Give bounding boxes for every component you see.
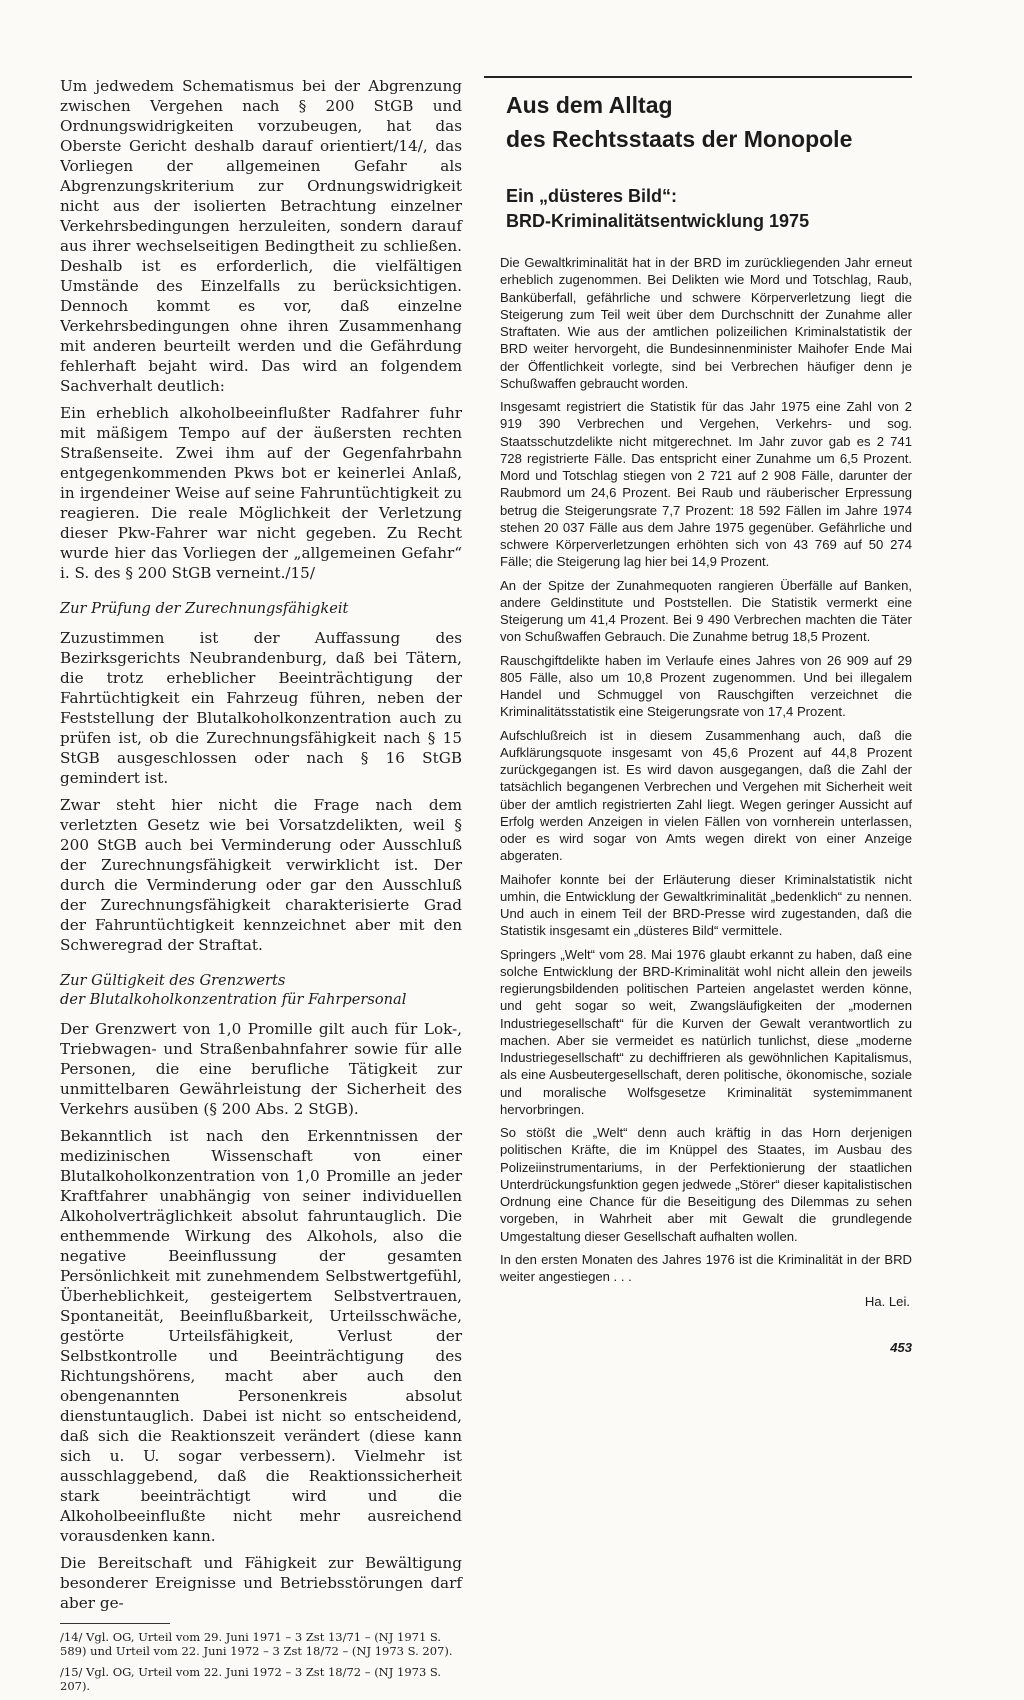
- right-column: [484, 76, 912, 1311]
- body-paragraph: Um jedwedem Schematismus bei der Abgrenzung zwischen Vergehen nach § 200 StGB und Ordnungswidrigkeiten vorzubeugen, hat das Oberste Gericht deshalb darauf orientiert/14/, das Vorliegen der allgemeinen Gefahr als Abgrenzungskriterium zur Ordnungswidrigkeit nicht aus der isolierten Betrachtung einzelner Verkehrsbedingungen herzuleiten, sondern darauf aus ihrer wechselseitigen Bedingtheit zu schließen. Deshalb ist es erforderlich, die vielfältigen Umstände des Einzelfalls zu berücksichtigen. Dennoch kommt es vor, daß einzelne Verkehrsbedingungen ohne ihren Zusammenhang mit anderen beurteilt werden und die Gefährdung fehlerhaft bejaht wird. Das wird an folgendem Sachverhalt deutlich:: [60, 77, 462, 395]
- article-headline-line: BRD-Kriminalitätsentwicklung 1975: [506, 211, 810, 231]
- body-paragraph: Bekanntlich ist nach den Erkenntnissen der medizinischen Wissenschaft von einer Blutalkoholkonzentration von 1,0 Promille an jeder Kraftfahrer unabhängig von seiner individuellen Alkoholverträglichkeit absolut fahruntauglich. Die enthemmende Wirkung des Alkohols, also die negative Beeinflussung der gesamten Persönlichkeit mit zunehmendem Selbstwertgefühl, Überheblichkeit, gesteigertem Selbstvertrauen, Spontaneität, Beeinflußbarkeit, Urteilsschwäche, gestörte Urteilsfähigkeit, Verlust der Selbstkontrolle und Beeinträchtigung des Richtungshörens, macht aber auch den obengenannten Personenkreis absolut dienstuntauglich. Dabei ist nicht so entscheidend, daß sich die Reaktionszeit verändert (diese kann sich u. U. sogar verbessern). Vielmehr ist ausschlaggebend, daß die Reaktionssicherheit stark beeinträchtigt wird und die Alkoholbeeinflußte nicht mehr ausreichend vorausdenken kann.: [60, 1127, 462, 1545]
- body-paragraph: Ein erheblich alkoholbeeinflußter Radfahrer fuhr mit mäßigem Tempo auf der äußersten rechten Straßenseite. Zwei ihm auf der Gegenfahrbahn entgegenkommenden Pkws bot er keinerlei Anlaß, in irgendeiner Weise auf seine Fahruntüchtigkeit zu reagieren. Die reale Möglichkeit der Verletzung dieser Pkw-Fahrer war nicht gegeben. Zu Recht wurde hier das Vorliegen der „allgemeinen Gefahr“ i. S. des § 200 StGB verneint./15/: [60, 404, 462, 582]
- article-paragraph: An der Spitze der Zunahmequoten rangieren Überfälle auf Banken, andere Geldinstitute und Poststellen. Die Statistik vermerkt eine Steigerung um 41,4 Prozent. Bei 9 490 Verbrechen machten die Täter von Schußwaffen Gebrauch. Die Zunahme betrug 18,5 Prozent.: [500, 577, 912, 645]
- footnote: /14/ Vgl. OG, Urteil vom 29. Juni 1971 – 3 Zst 13/71 – (NJ 1971 S. 589) und Urteil vom 22. Juni 1972 – 3 Zst 18/72 – (NJ 1973 S. 207).: [60, 1630, 453, 1658]
- box-title: [506, 88, 912, 156]
- left-column: [60, 76, 462, 1700]
- article-paragraph: Insgesamt registriert die Statistik für das Jahr 1975 eine Zahl von 2 919 390 Verbrechen und Vergehen, Verkehrs- und sog. Staatsschutzdelikte nicht mitgerechnet. Im Jahr zuvor gab es 2 741 728 registrierte Fälle. Das entspricht einer Zunahme um 6,5 Prozent. Mord und Totschlag stiegen von 2 721 auf 2 908 Fälle, darunter der Raubmord um 24,6 Prozent. Bei Raub und räuberischer Erpressung betrug die Steigerungsrate 7,7 Prozent: 18 592 Fällen im Jahre 1974 stehen 20 037 Fälle aus dem Jahre 1975 gegenüber. Gefährliche und schwere Körperverletzungen erhöhten sich von 43 769 auf 50 274 Fälle; die Steigerung lag hier bei 14,9 Prozent.: [500, 399, 912, 570]
- body-paragraph: Der Grenzwert von 1,0 Promille gilt auch für Lok-, Triebwagen- und Straßenbahnfahrer sowie für alle Personen, die eine berufliche Tätigkeit zur unmittelbaren Gewährleistung der Sicherheit des Verkehrs ausüben (§ 200 Abs. 2 StGB).: [60, 1020, 462, 1118]
- page-number: 453: [890, 1340, 912, 1355]
- section-heading: Zur Prüfung der Zurechnungsfähigkeit: [60, 600, 349, 617]
- article-paragraph: Die Gewaltkriminalität hat in der BRD im zurückliegenden Jahr erneut erheblich zugenommen. Bei Delikten wie Mord und Totschlag, Raub, Banküberfall, gefährliche und schwere Körperverletzung liegt die Steigerung zum Teil weit über dem Durchschnitt der Zunahme aller Straftaten. Wie aus der amtlichen polizeilichen Kriminalstatistik der BRD weiter hervorgeht, die Bundesinnenminister Maihofer Ende Mai der Öffentlichkeit vorlegte, sind bei Verbrechen häufiger denn je Schußwaffen gebraucht worden.: [500, 255, 912, 391]
- article-paragraph: So stößt die „Welt“ denn auch kräftig in das Horn derjenigen politischen Kräfte, die im Knüppel des Staates, im Ausbau des Polizeiinstrumentariums, in der Perfektionierung der staatlichen Unterdrückungsfunktion gegen jedwede „Störer“ dieser kapitalistischen Ordnung eine Chance für die Beseitigung des Dilemmas zu sehen vorgeben, in Wahrheit aber mit Gewalt die grundlegende Umgestaltung dieser Gesellschaft aufhalten wollen.: [500, 1125, 912, 1244]
- footnote-divider: [60, 1623, 170, 1624]
- section-heading-line: der Blutalkoholkonzentration für Fahrpersonal: [60, 991, 407, 1008]
- footnote: /15/ Vgl. OG, Urteil vom 22. Juni 1972 – 3 Zst 18/72 – (NJ 1973 S. 207).: [60, 1665, 442, 1693]
- article-paragraph: In den ersten Monaten des Jahres 1976 ist die Kriminalität in der BRD weiter angestiegen . . .: [500, 1251, 912, 1284]
- article-body: [500, 254, 912, 1311]
- box-title-line: Aus dem Alltag: [506, 92, 673, 118]
- section-heading-line: Zur Gültigkeit des Grenzwerts: [60, 972, 286, 989]
- article-headline: [506, 184, 912, 234]
- body-paragraph: Zuzustimmen ist der Auffassung des Bezirksgerichts Neubrandenburg, daß bei Tätern, die trotz erheblicher Beeinträchtigung der Fahrtüchtigkeit ein Fahrzeug führen, neben der Feststellung der Blutalkoholkonzentration auch zu prüfen ist, ob die Zurechnungsfähigkeit nach § 15 StGB ausgeschlossen oder nach § 16 StGB gemindert ist.: [60, 629, 462, 787]
- article-paragraph: Springers „Welt“ vom 28. Mai 1976 glaubt erkannt zu haben, daß eine solche Entwicklung der BRD-Kriminalität wohl nicht allein den jeweils regierungsbildenden politischen Parteien angelastet werden könne, und geht sogar so weit, Zwangsläufigkeiten der „modernen Industriegesellschaft“ für die Kurven der Gewalt verantwortlich zu machen. Aber sie vermeidet es natürlich tunlichst, diese „moderne Industriegesellschaft“ zu dechiffrieren als gewöhnlichen Kapitalismus, als eine Ausbeutergesellschaft, deren politische, ökonomische, soziale und moralische Wolfsgesetze Kriminalität systemimmanent hervorbringen.: [500, 946, 912, 1117]
- body-paragraph: Die Bereitschaft und Fähigkeit zur Bewältigung besonderer Ereignisse und Betriebsstörungen darf aber ge-: [60, 1554, 462, 1612]
- article-paragraph: Maihofer konnte bei der Erläuterung dieser Kriminalstatistik nicht umhin, die Entwicklung der Gewaltkriminalität „bedenklich“ zu nennen. Und auch in einem Teil der BRD-Presse wird zugestanden, daß die Statistik insgesamt ein „düsteres Bild“ vermittele.: [500, 871, 912, 939]
- body-paragraph: Zwar steht hier nicht die Frage nach dem verletzten Gesetz wie bei Vorsatzdelikten, weil § 200 StGB auch bei Verminderung oder Ausschluß der Zurechnungsfähigkeit verwirklicht ist. Der durch die Verminderung oder gar den Ausschluß der Zurechnungsfähigkeit charakterisierte Grad der Fahruntüchtigkeit kennzeichnet aber mit den Schweregrad der Straftat.: [60, 796, 462, 954]
- article-paragraph: Rauschgiftdelikte haben im Verlaufe eines Jahres von 26 909 auf 29 805 Fälle, also um 10,8 Prozent zugenommen. Und bei illegalem Handel und Schmuggel von Rauschgiften verzeichnet die Kriminalitätsstatistik eine Steigerungsrate von 17,4 Prozent.: [500, 652, 912, 720]
- author-signature: Ha. Lei.: [864, 1294, 910, 1310]
- box-title-line: des Rechtsstaats der Monopole: [506, 126, 853, 152]
- section-heading: [60, 971, 462, 1009]
- article-headline-line: Ein „düsteres Bild“:: [506, 186, 678, 206]
- article-paragraph: Aufschlußreich ist in diesem Zusammenhang auch, daß die Aufklärungsquote insgesamt von 45,6 Prozent auf 44,8 Prozent zurückgegangen ist. Es wird davon ausgegangen, daß die Zahl der tatsächlich begangenen Verbrechen und Vergehen mit Sicherheit weit über der amtlich registrierten Zahl liegt. Wegen geringer Aussicht auf Erfolg werden Anzeigen in vielen Fällen von vornherein unterlassen, oder es wird sogar von Amts wegen direkt von einer Anzeige abgeraten.: [500, 727, 912, 864]
